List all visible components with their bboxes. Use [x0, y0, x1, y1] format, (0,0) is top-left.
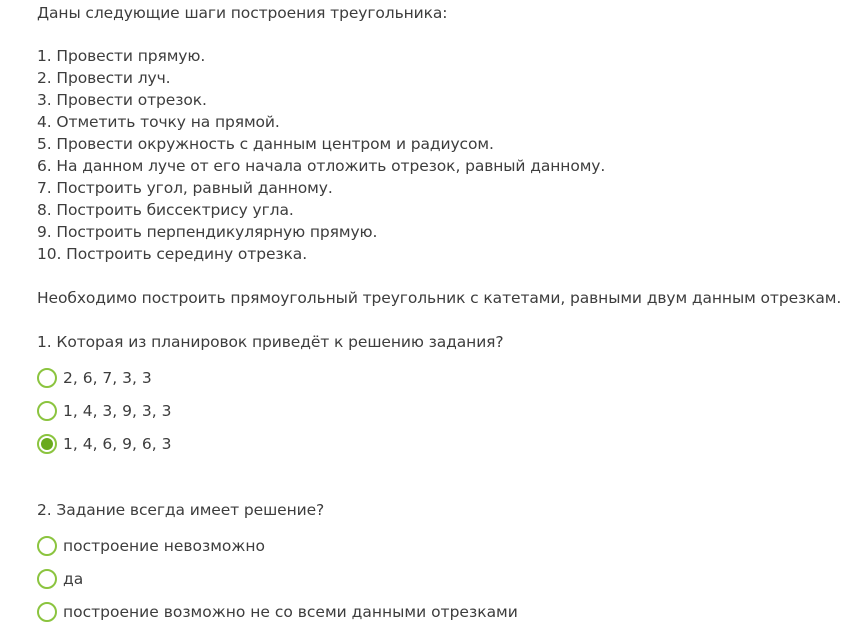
quiz-page: [37, 0, 852, 637]
step-item: 9. Построить перпендикулярную прямую.: [37, 223, 378, 241]
option-label: да: [63, 570, 84, 588]
step-item: 7. Построить угол, равный данному.: [37, 179, 333, 197]
step-item: 8. Построить биссектрису угла.: [37, 201, 294, 219]
step-item: 4. Отметить точку на прямой.: [37, 113, 280, 131]
q1-option[interactable]: [37, 400, 171, 422]
step-item: 6. На данном луче от его начала отложить отрезок, равный данному.: [37, 157, 606, 175]
option-label: построение возможно не со всеми данными отрезками: [63, 603, 518, 621]
option-label: 1, 4, 6, 9, 6, 3: [63, 435, 172, 453]
radio-dot-icon: [41, 438, 53, 450]
q2-option[interactable]: [37, 601, 518, 623]
step-item: 10. Построить середину отрезка.: [37, 245, 308, 263]
option-label: 1, 4, 3, 9, 3, 3: [63, 402, 172, 420]
radio-button[interactable]: [37, 569, 57, 589]
q1-option[interactable]: [37, 433, 171, 455]
task-text: Необходимо построить прямоугольный треугольник с катетами, равными двум данным отрезкам.: [37, 289, 842, 307]
radio-button[interactable]: [37, 536, 57, 556]
option-label: 2, 6, 7, 3, 3: [63, 369, 152, 387]
q2-option[interactable]: [37, 568, 83, 590]
step-item: 2. Провести луч.: [37, 69, 171, 87]
step-item: 3. Провести отрезок.: [37, 91, 207, 109]
q2-option[interactable]: [37, 535, 265, 557]
step-item: 5. Провести окружность с данным центром и радиусом.: [37, 135, 494, 153]
intro-text: Даны следующие шаги построения треугольника:: [37, 4, 448, 22]
q1-option[interactable]: [37, 367, 152, 389]
radio-button[interactable]: [37, 602, 57, 622]
option-label: построение невозможно: [63, 537, 265, 555]
radio-button[interactable]: [37, 368, 57, 388]
step-item: 1. Провести прямую.: [37, 47, 206, 65]
question-2-text: 2. Задание всегда имеет решение?: [37, 501, 325, 519]
radio-button[interactable]: [37, 401, 57, 421]
radio-button-selected[interactable]: [37, 434, 57, 454]
question-1-text: 1. Которая из планировок приведёт к решению задания?: [37, 333, 504, 351]
